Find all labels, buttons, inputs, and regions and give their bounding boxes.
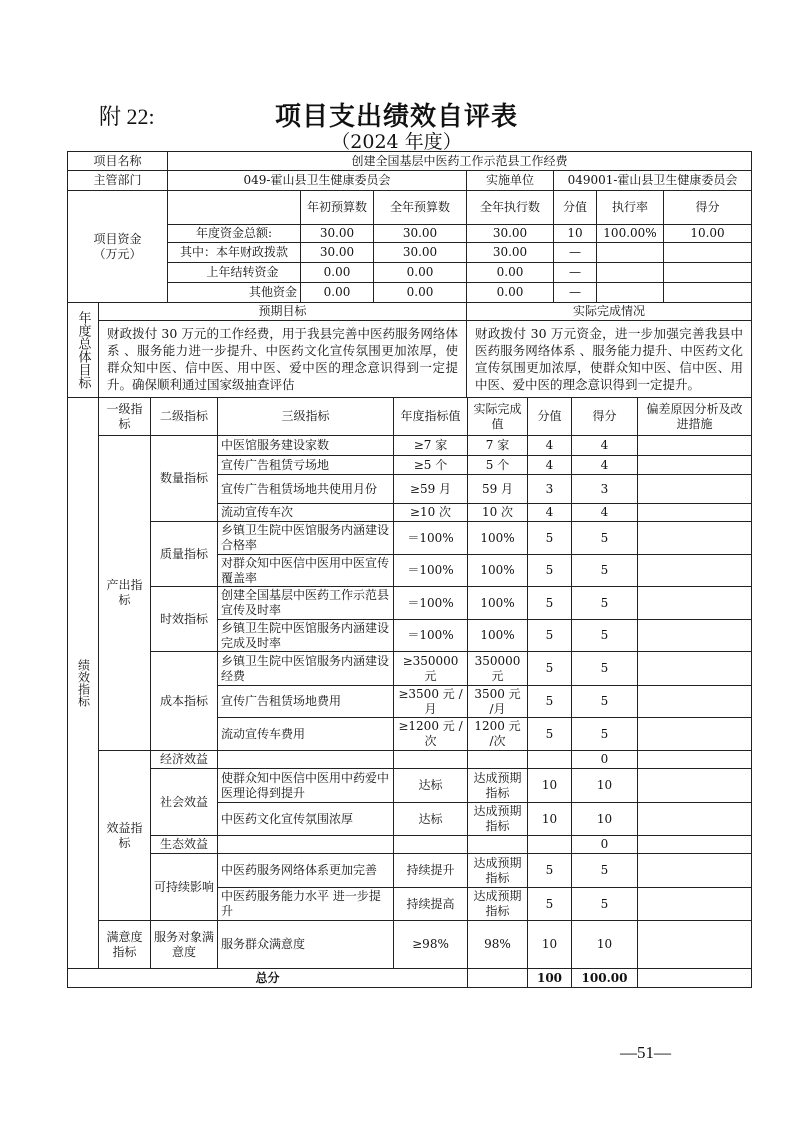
- indicator-cell-target: ＝100%: [393, 521, 468, 555]
- level2-quantity: 数量指标: [150, 435, 218, 522]
- indicator-cell-name: 宣传广告租赁场地费用: [217, 685, 394, 718]
- funds-row-name: 其中：本年财政拨款: [167, 242, 301, 263]
- total-score: 100.00: [571, 968, 638, 988]
- level1-output: 产出指标: [98, 435, 151, 751]
- indicator-cell-score: 5: [571, 586, 638, 620]
- funds-cell-score: [663, 282, 752, 303]
- funds-cell-annual: 0.00: [373, 262, 467, 283]
- header-annual-budget: 全年预算数: [373, 190, 467, 225]
- level2-ecological: 生态效益: [150, 835, 218, 854]
- funds-cell-score_value: —: [553, 262, 597, 283]
- indicator-cell-score: 5: [571, 887, 638, 921]
- indicator-cell-actual: 5 个: [467, 455, 528, 475]
- goals-expected-text: 财政拨付 30 万元的工作经费，用于我县完善中医药服务网络体系 、服务能力进一步提升、中医药文化宣传氛围更加浓厚，使群众知中医、信中医、用中医、爱中医的理念意识得到一定提升。确保顺利通过国家级抽查评估: [98, 320, 467, 398]
- indicator-cell-score: 4: [571, 455, 638, 475]
- indicator-cell-actual: 100%: [467, 619, 528, 652]
- indicator-cell-deviation: [637, 554, 752, 587]
- indicator-cell-score: 10: [571, 802, 638, 836]
- project-name-label: 项目名称: [67, 151, 168, 171]
- page-title: 项目支出绩效自评表: [274, 102, 518, 132]
- indicator-cell-score: 5: [571, 619, 638, 652]
- funds-label-line2: （万元）: [93, 246, 142, 261]
- funds-cell-executed: 30.00: [466, 242, 554, 263]
- indicator-cell-target: ≥59 月: [393, 474, 468, 504]
- impl-value: 049001-霍山县卫生健康委员会: [553, 170, 752, 191]
- funds-cell-annual: 30.00: [373, 224, 467, 243]
- indicator-header-deviation: 偏差原因分析及改进措施: [637, 397, 752, 436]
- indicator-cell-deviation: [637, 853, 752, 888]
- appendix-label: 附 22:: [99, 104, 155, 129]
- indicator-cell-actual: [467, 835, 528, 854]
- indicator-cell-score: 0: [571, 835, 638, 854]
- header-score: 得分: [663, 190, 752, 225]
- indicator-cell-score: 0: [571, 750, 638, 769]
- indicator-cell-name: 对群众知中医信中医用中医宣传覆盖率: [217, 554, 394, 587]
- funds-cell-score_value: —: [553, 282, 597, 303]
- header-initial-budget: 年初预算数: [300, 190, 374, 225]
- indicator-cell-name: 服务群众满意度: [217, 920, 394, 969]
- indicator-cell-actual: 10 次: [467, 503, 528, 522]
- funds-cell-rate: [596, 242, 664, 263]
- page-subtitle: （2024 年度）: [331, 131, 462, 153]
- indicator-cell-score_value: 5: [527, 586, 572, 620]
- indicator-cell-actual: [467, 750, 528, 769]
- indicator-cell-target: 达标: [393, 802, 468, 836]
- funds-cell-initial: 0.00: [300, 262, 374, 283]
- indicator-cell-score_value: 10: [527, 920, 572, 969]
- indicator-cell-target: 持续提高: [393, 887, 468, 921]
- indicator-cell-target: [393, 835, 468, 854]
- funds-cell-score_value: —: [553, 242, 597, 263]
- goals-actual-header: 实际完成情况: [466, 302, 752, 321]
- indicator-cell-target: ≥10 次: [393, 503, 468, 522]
- funds-label: [67, 190, 168, 303]
- indicator-header-actual: 实际完成值: [467, 397, 528, 436]
- indicator-cell-actual: 59 月: [467, 474, 528, 504]
- indicator-cell-name: 创建全国基层中医药工作示范县宣传及时率: [217, 586, 394, 620]
- total-label: 总分: [67, 968, 468, 988]
- indicator-cell-actual: 3500 元 /月: [467, 685, 528, 718]
- funds-cell-rate: [596, 262, 664, 283]
- indicator-cell-score: 5: [571, 651, 638, 686]
- indicator-cell-score_value: 4: [527, 455, 572, 475]
- indicator-cell-actual: 100%: [467, 586, 528, 620]
- indicator-cell-target: ≥350000 元: [393, 651, 468, 686]
- indicator-cell-score_value: 5: [527, 619, 572, 652]
- funds-cell-annual: 30.00: [373, 242, 467, 263]
- header-score-value: 分值: [553, 190, 597, 225]
- indicator-cell-name: 流动宣传车费用: [217, 717, 394, 751]
- level2-sustainable: 可持续影响: [150, 853, 218, 921]
- funds-cell-annual: 0.00: [373, 282, 467, 303]
- indicator-cell-score: 3: [571, 474, 638, 504]
- indicator-cell-actual: 1200 元 /次: [467, 717, 528, 751]
- funds-cell-rate: 100.00%: [596, 224, 664, 243]
- funds-header-blank: [167, 190, 301, 225]
- level2-economic: 经济效益: [150, 750, 218, 769]
- indicator-cell-score: 5: [571, 521, 638, 555]
- indicator-cell-deviation: [637, 835, 752, 854]
- level1-benefit: 效益指标: [98, 750, 151, 921]
- indicator-cell-deviation: [637, 887, 752, 921]
- indicator-cell-deviation: [637, 474, 752, 504]
- indicator-cell-score: 4: [571, 435, 638, 456]
- indicator-cell-score_value: 5: [527, 685, 572, 718]
- indicator-cell-name: 乡镇卫生院中医馆服务内涵建设合格率: [217, 521, 394, 555]
- funds-cell-initial: 0.00: [300, 282, 374, 303]
- indicator-cell-score_value: 10: [527, 768, 572, 803]
- indicator-cell-name: 使群众知中医信中医用中药爱中医理论得到提升: [217, 768, 394, 803]
- funds-row-name: 年度资金总额:: [167, 224, 301, 243]
- indicator-cell-name: 中医药文化宣传氛围浓厚: [217, 802, 394, 836]
- indicator-cell-target: ≥1200 元 /次: [393, 717, 468, 751]
- indicator-cell-deviation: [637, 920, 752, 969]
- total-score-value: 100: [527, 968, 572, 988]
- indicator-cell-name: 流动宣传车次: [217, 503, 394, 522]
- indicator-header-target: 年度指标值: [393, 397, 468, 436]
- indicator-cell-target: ≥7 家: [393, 435, 468, 456]
- indicator-cell-score: 10: [571, 920, 638, 969]
- goals-actual-text: 财政拨付 30 万元资金，进一步加强完善我县中医药服务网络体系 、服务能力提升、中医药文化宣传氛围更加浓厚，使群众知中医、信中医、用中医、爱中医的理念意识得到一定提升。: [466, 320, 752, 398]
- indicator-cell-name: 中医药服务能力水平 进一步提升: [217, 887, 394, 921]
- indicator-cell-score: 5: [571, 554, 638, 587]
- project-name-value: 创建全国基层中医药工作示范县工作经费: [167, 151, 752, 171]
- indicator-cell-target: [393, 750, 468, 769]
- page-number: —51—: [620, 1043, 671, 1062]
- indicator-cell-score_value: 4: [527, 503, 572, 522]
- total-deviation: [637, 968, 752, 988]
- level2-timeliness: 时效指标: [150, 586, 218, 652]
- indicator-cell-name: 乡镇卫生院中医馆服务内涵建设完成及时率: [217, 619, 394, 652]
- indicator-cell-target: ＝100%: [393, 586, 468, 620]
- impl-label: 实施单位: [466, 170, 554, 191]
- indicator-cell-score_value: [527, 835, 572, 854]
- indicator-cell-actual: 7 家: [467, 435, 528, 456]
- indicator-cell-score: 5: [571, 717, 638, 751]
- indicator-cell-deviation: [637, 685, 752, 718]
- funds-label-line1: 项目资金: [93, 231, 142, 246]
- indicator-cell-actual: 350000 元: [467, 651, 528, 686]
- indicator-cell-actual: 100%: [467, 554, 528, 587]
- header-exec-rate: 执行率: [596, 190, 664, 225]
- level2-social: 社会效益: [150, 768, 218, 836]
- indicator-cell-name: [217, 835, 394, 854]
- funds-cell-initial: 30.00: [300, 242, 374, 263]
- level1-satisfaction: 满意度指标: [98, 920, 151, 969]
- indicator-header-score: 得分: [571, 397, 638, 436]
- indicator-header-score_value: 分值: [527, 397, 572, 436]
- indicator-cell-deviation: [637, 521, 752, 555]
- funds-cell-score: [663, 242, 752, 263]
- level2-cost: 成本指标: [150, 651, 218, 751]
- indicator-cell-name: 中医馆服务建设家数: [217, 435, 394, 456]
- indicator-cell-score_value: 5: [527, 651, 572, 686]
- goals-label: 年度总体目标: [67, 302, 99, 398]
- header-executed: 全年执行数: [466, 190, 554, 225]
- indicator-cell-actual: 达成预期指标: [467, 887, 528, 921]
- goals-expected-header: 预期目标: [98, 302, 467, 321]
- funds-row-name: 上年结转资金: [167, 262, 301, 283]
- total-actual: [467, 968, 528, 988]
- indicator-cell-target: ≥3500 元 /月: [393, 685, 468, 718]
- funds-cell-initial: 30.00: [300, 224, 374, 243]
- level2-service: 服务对象满意度: [150, 920, 218, 969]
- indicator-cell-score_value: 3: [527, 474, 572, 504]
- dept-label: 主管部门: [67, 170, 168, 191]
- indicator-cell-score: 10: [571, 768, 638, 803]
- indicator-cell-deviation: [637, 586, 752, 620]
- indicator-cell-deviation: [637, 750, 752, 769]
- indicator-cell-score_value: 5: [527, 887, 572, 921]
- indicator-cell-actual: 达成预期指标: [467, 768, 528, 803]
- indicator-cell-target: 达标: [393, 768, 468, 803]
- indicator-cell-score_value: 10: [527, 802, 572, 836]
- indicator-header-level2: 二级指标: [150, 397, 218, 436]
- indicator-cell-score_value: [527, 750, 572, 769]
- indicator-cell-actual: 达成预期指标: [467, 853, 528, 888]
- indicator-cell-score: 5: [571, 685, 638, 718]
- funds-cell-score_value: 10: [553, 224, 597, 243]
- indicator-cell-score: 4: [571, 503, 638, 522]
- indicator-cell-actual: 98%: [467, 920, 528, 969]
- indicator-cell-name: 宣传广告租赁亏场地: [217, 455, 394, 475]
- indicator-cell-deviation: [637, 435, 752, 456]
- indicator-cell-score_value: 4: [527, 435, 572, 456]
- dept-value: 049-霍山县卫生健康委员会: [167, 170, 467, 191]
- indicator-cell-target: ≥5 个: [393, 455, 468, 475]
- indicator-cell-target: ＝100%: [393, 619, 468, 652]
- indicator-cell-deviation: [637, 802, 752, 836]
- indicator-cell-score_value: 5: [527, 717, 572, 751]
- indicator-cell-deviation: [637, 651, 752, 686]
- indicator-cell-deviation: [637, 455, 752, 475]
- indicator-cell-target: ≥98%: [393, 920, 468, 969]
- indicators-label: 绩效指标: [67, 397, 99, 969]
- indicator-header-level3: 三级指标: [217, 397, 394, 436]
- indicator-cell-deviation: [637, 717, 752, 751]
- indicator-header-level1: 一级指标: [98, 397, 151, 436]
- indicator-cell-actual: 100%: [467, 521, 528, 555]
- level2-quality: 质量指标: [150, 521, 218, 587]
- funds-row-name: 其他资金: [167, 282, 301, 303]
- indicator-cell-actual: 达成预期指标: [467, 802, 528, 836]
- funds-cell-executed: 0.00: [466, 262, 554, 283]
- indicator-cell-deviation: [637, 503, 752, 522]
- indicator-cell-target: ＝100%: [393, 554, 468, 587]
- indicator-cell-target: 持续提升: [393, 853, 468, 888]
- funds-cell-executed: 0.00: [466, 282, 554, 303]
- indicator-cell-deviation: [637, 619, 752, 652]
- funds-cell-executed: 30.00: [466, 224, 554, 243]
- indicator-cell-score_value: 5: [527, 853, 572, 888]
- indicator-cell-name: 乡镇卫生院中医馆服务内涵建设经费: [217, 651, 394, 686]
- funds-cell-rate: [596, 282, 664, 303]
- indicator-cell-score_value: 5: [527, 554, 572, 587]
- funds-cell-score: 10.00: [663, 224, 752, 243]
- indicator-cell-score_value: 5: [527, 521, 572, 555]
- indicator-cell-name: [217, 750, 394, 769]
- indicator-cell-name: 中医药服务网络体系更加完善: [217, 853, 394, 888]
- indicator-cell-deviation: [637, 768, 752, 803]
- indicator-cell-score: 5: [571, 853, 638, 888]
- funds-cell-score: [663, 262, 752, 283]
- indicator-cell-name: 宣传广告租赁场地共使用月份: [217, 474, 394, 504]
